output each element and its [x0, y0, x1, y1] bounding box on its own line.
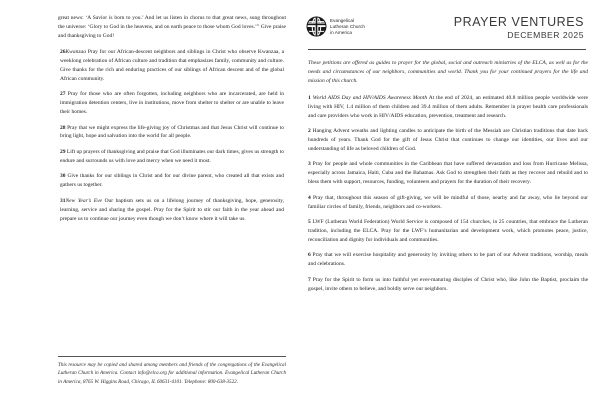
entry-text: Give thanks for our siblings in Christ and for our divine parent, who created all that exists and gathers us together. [60, 173, 285, 189]
prayer-entry [308, 127, 588, 154]
prayer-entry [60, 124, 284, 142]
entry-number: 31 [60, 197, 66, 204]
footer-copyright-text: This resource may be copied and shared among members and friends of the congregations of the Evangelical Lutheran Church in America. Contact info@elca.org for additional information. Evangelical Lutheran Church in America, 8765 W. Higgins Road, Chicago, IL 60631-4101. Telephone: 800-638-3522. [58, 361, 286, 385]
page-title: PRAYER VENTURES [453, 15, 584, 29]
prayer-entry [308, 194, 588, 212]
entry-number: 2 [308, 127, 311, 134]
prayer-entry [60, 197, 284, 224]
elca-globe-cross-icon [306, 16, 327, 37]
entry-number: 29 [60, 148, 66, 155]
prayer-entry [308, 160, 588, 187]
entry-number: 6 [308, 252, 311, 259]
prayer-entry [308, 276, 588, 294]
entry-observance: World AIDS Day and HIV/AIDS Awareness Month [312, 94, 428, 101]
elca-wordmark-line-2: Lutheran Church [330, 23, 365, 29]
entry-text: Lift up prayers of thanksgiving and praise that God illuminates our dark times, gives us strength to endure and surrounds us with love and mercy when we need it most. [60, 148, 285, 164]
elca-wordmark [330, 16, 365, 36]
entry-number: 7 [308, 276, 311, 283]
header-divider [308, 49, 586, 50]
elca-logo [306, 14, 365, 37]
entry-text: Pray for the Spirit to form us into faithful yet ever-maturing disciples of Christ who, like John the Baptist, proclaim the gospel, invite others to believe, and boldly serve our neighbors. [308, 276, 589, 292]
prayer-entry [60, 48, 284, 84]
prayer-entry [60, 172, 284, 190]
title-block [454, 14, 584, 42]
entry-text: Pray that, throughout this season of gift-giving, we will be mindful of those, nearby and far away, who lie beyond our familiar circles of family, friends, neighbors and co-workers. [308, 194, 589, 210]
entry-number: 5 [308, 219, 311, 226]
elca-wordmark-line-1: Evangelical [330, 17, 355, 23]
elca-wordmark-line-3: in America [330, 30, 352, 36]
entry-number: 27 [60, 91, 66, 98]
prayer-entry [308, 218, 588, 245]
entry-text: Pray for people and whole communities in the Caribbean that have suffered devastation and loss from Hurricane Melissa, especially across Jamaica, Haiti, Cuba and the Bahamas. Ask God to strengthen their faith as they recover and rebuild and to bless them with support, resources, funding, volunteers and prayers for the duration of their recovery. [308, 161, 588, 186]
prayer-entry [308, 94, 588, 121]
masthead [306, 14, 590, 42]
entry-number: 3 [308, 161, 311, 168]
entry-number: 28 [60, 124, 66, 131]
entry-text: Pray for those who are often forgotten, including neighbors who are incarcerated, are held in immigration detention centers, live in institutions, move from shelter to shelter or are unable to leave their homes. [60, 91, 284, 116]
entry-text: Pray that we might express the life-giving joy of Christmas and that Jesus Christ will continue to bring light, hope and salvation into the world for all people. [60, 124, 284, 140]
entry-text: At the end of 2024, an estimated 40.8 million people worldwide were living with HIV, 1.4 million of them children and 39.4 million of them adults. Remember in prayer health care professionals and care providers who work in HIV/AIDS education, prevention, treatment and research. [308, 94, 588, 119]
left-entry-list [60, 48, 284, 224]
right-entry-list [308, 94, 588, 294]
entry-text: Pray that we will exercise hospitality and generosity by inviting others to be part of our Advent traditions, worship, meals and celebrations. [308, 252, 588, 268]
entry-number: 30 [60, 173, 66, 180]
footer [58, 356, 286, 386]
right-column [300, 0, 600, 400]
footer-divider [58, 356, 286, 357]
entry-observance: Kwanzaa [65, 48, 86, 55]
prayer-entry [60, 148, 284, 166]
intro-paragraph: These petitions are offered as guides to prayer for the global, social and outreach ministries of the ELCA, as well as for the needs and circumstances of our neighbors, communities and world. Thank you for your continued prayers for the life and mission of this church. [308, 59, 588, 84]
entry-number: 4 [308, 194, 311, 201]
entry-text: LWF (Lutheran World Federation) World Service is composed of 154 churches, in 25 countries, that embrace the Lutheran tradition, including the ELCA. Pray for the LWF’s humanitarian and development work, which promotes peace, justice, reconciliation and dignity for individuals and communities. [308, 219, 589, 243]
prayer-entry [60, 90, 284, 117]
entry-number: 26 [60, 48, 66, 55]
prayer-entry [308, 251, 588, 269]
page-subtitle-date: DECEMBER 2025 [507, 30, 584, 40]
entry-text: Hanging Advent wreaths and lighting candles to anticipate the birth of the Messiah are Christian traditions that date back hundreds of years. Thank God for the gift of Jesus Christ that continues to change our identities, our lives and our understanding of life as beloved children of God. [308, 127, 588, 152]
continued-paragraph: great news: ‘A Savior is born to you.’ And let us listen in chorus to that great news, sung throughout the universe: ‘Glory to God in the heavens, and on earth peace to those whom God loves.’” Give praise and thanksgiving to God! [58, 15, 286, 39]
entry-text: Pray for our African-descent neighbors and siblings in Christ who observe Kwanzaa, a weeklong celebration of African culture and tradition that emphasizes family, community and culture. Give thanks for the rich and enduring practices of our siblings of African descent and of the global African community. [60, 48, 285, 82]
entry-number: 1 [308, 94, 311, 101]
entry-observance: New Year’s Eve [65, 197, 102, 204]
entry-text: Our baptism sets us on a lifelong journey of thanksgiving, hope, generosity, learning, service and sharing the gospel. Pray for the Spirit to stir our faith in the year ahead and prepare us to continue our journey even though we don’t know where it will take us. [60, 197, 285, 222]
